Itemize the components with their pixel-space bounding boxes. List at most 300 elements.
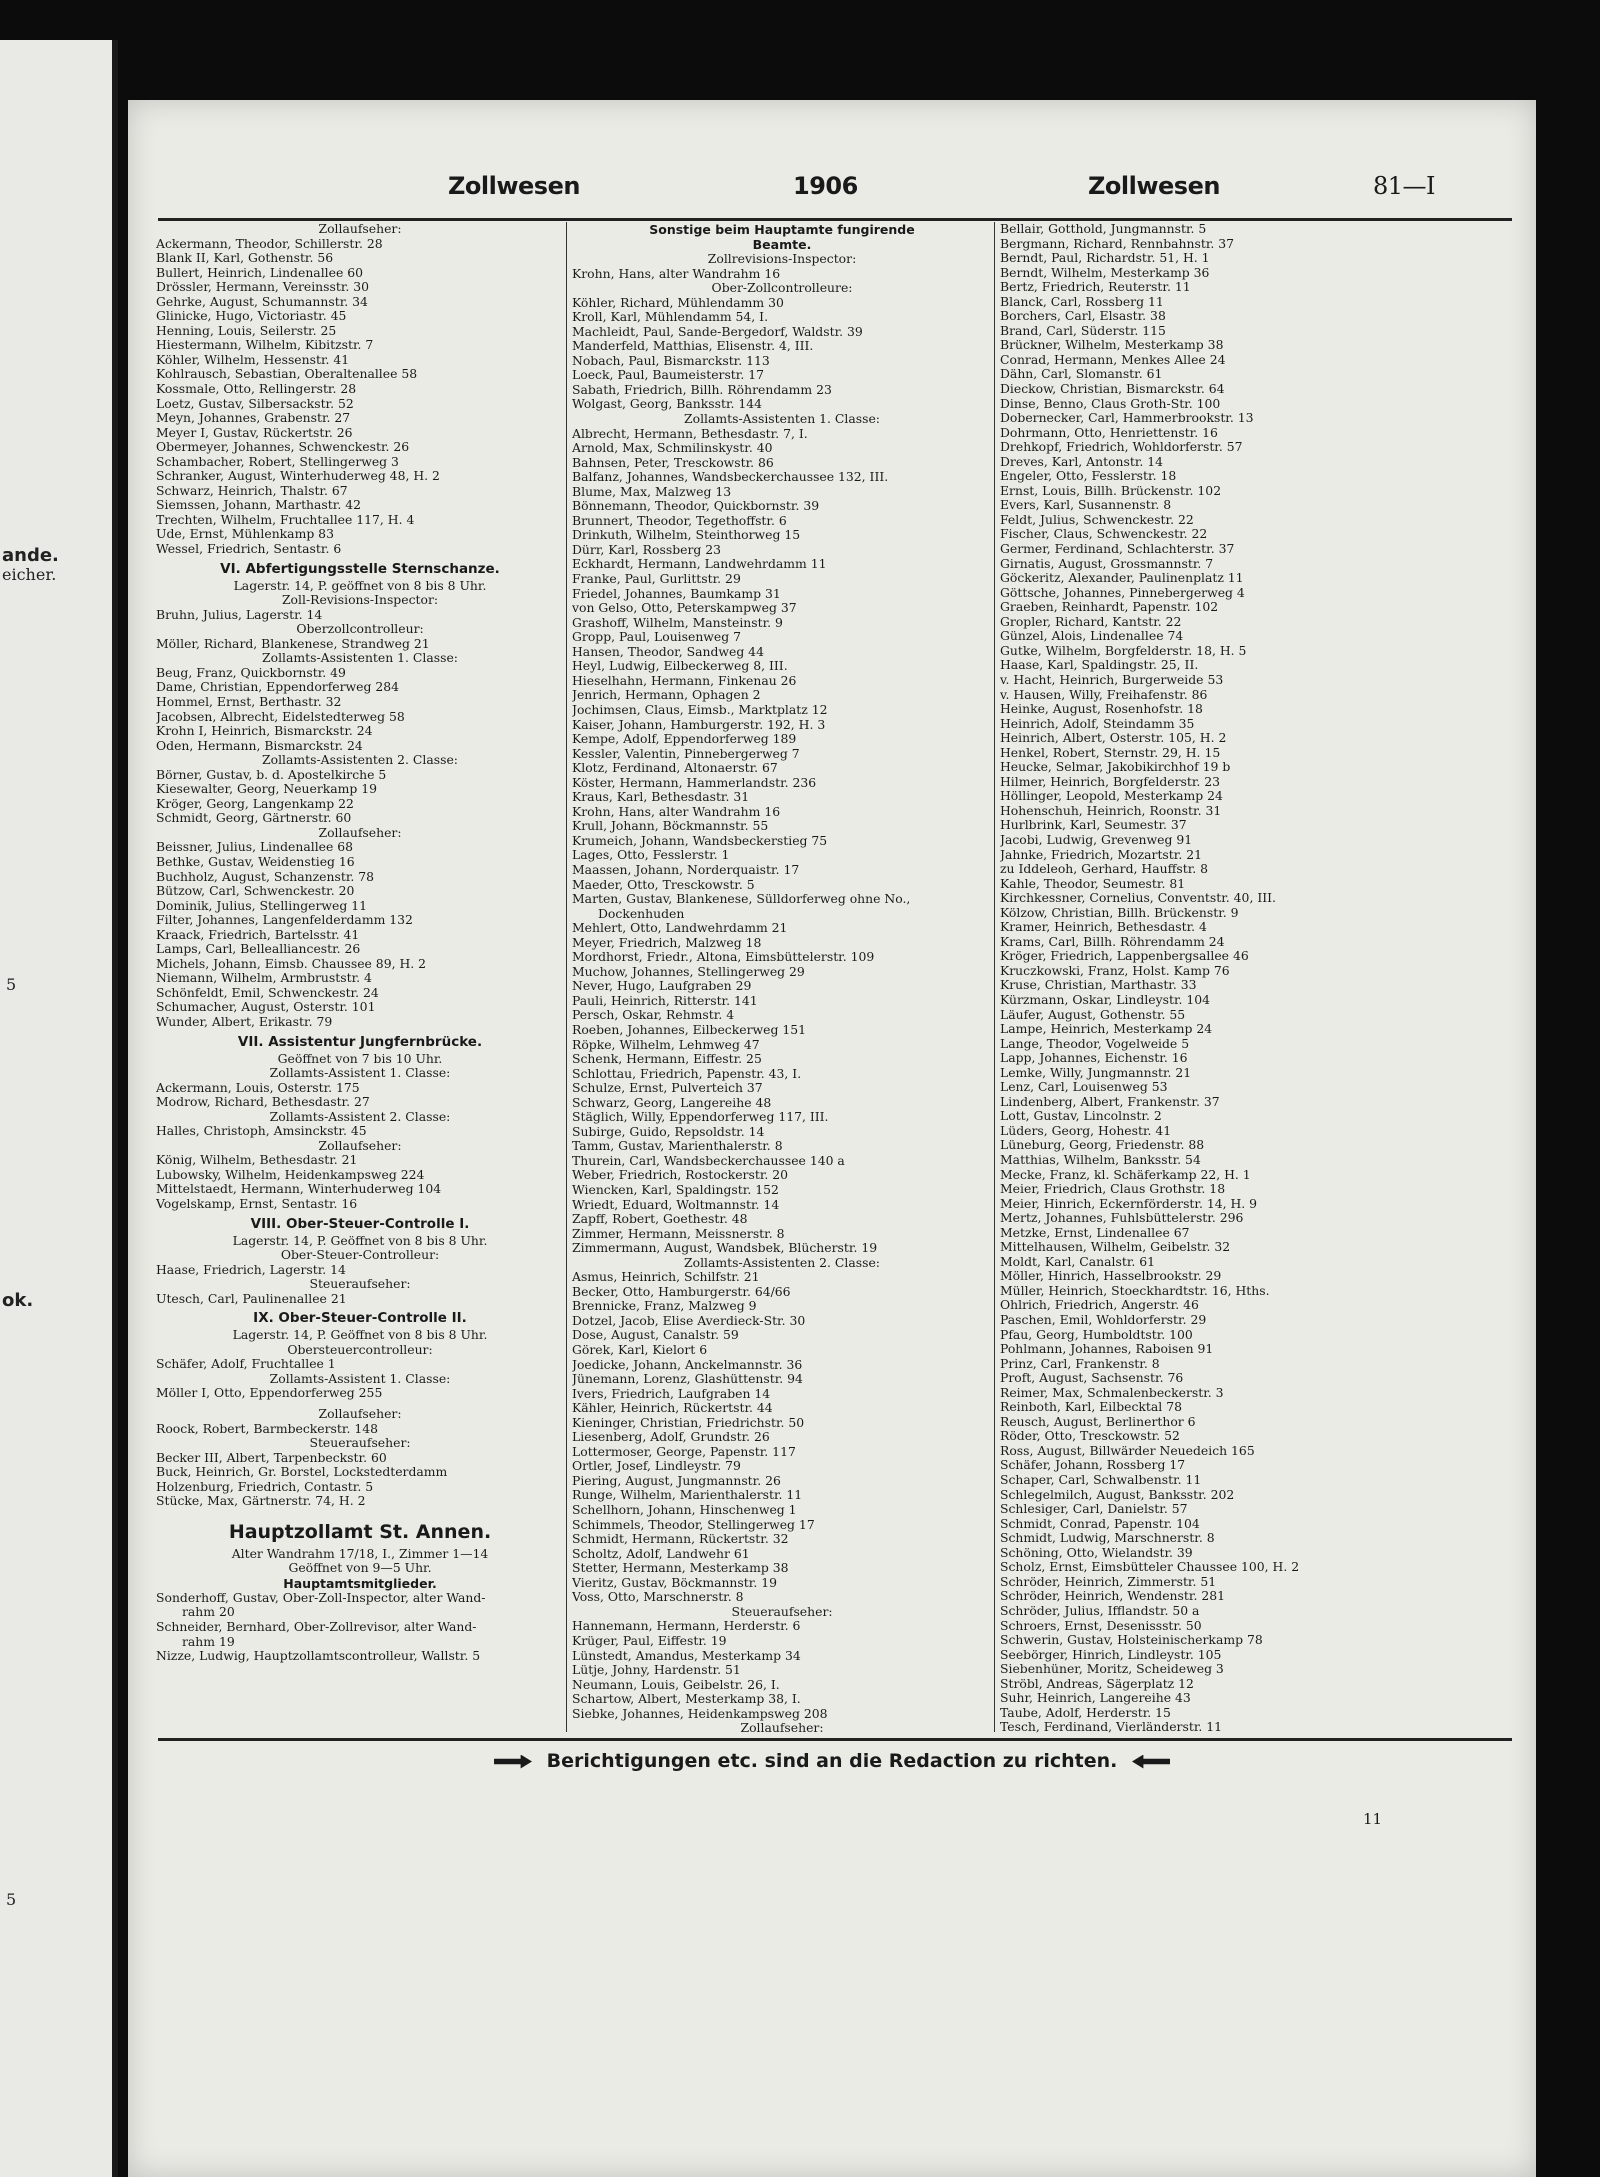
entry: Matthias, Wilhelm, Banksstr. 54 [1000, 1153, 1201, 1167]
entry: Heinrich, Adolf, Steindamm 35 [1000, 716, 1195, 731]
entry: Bönnemann, Theodor, Quickbornstr. 39 [572, 499, 820, 514]
entry: Conrad, Hermann, Menkes Allee 24 [1000, 352, 1226, 367]
entry: Roock, Robert, Barmbeckerstr. 148 [156, 1421, 378, 1436]
entry: Hieselhahn, Hermann, Finkenau 26 [572, 673, 797, 688]
entry: Blume, Max, Malzweg 13 [572, 484, 732, 499]
section-heading: VIII. Ober-Steuer-Controlle I. [250, 1215, 470, 1232]
entry: Buchholz, August, Schanzenstr. 78 [156, 869, 375, 884]
entry: Siebenhüner, Moritz, Scheideweg 3 [1000, 1662, 1224, 1677]
footer-note [128, 1750, 1536, 1772]
entry: Meyer I, Gustav, Rückertstr. 26 [156, 425, 353, 440]
page-number: 11 [1363, 1810, 1383, 1828]
entry: Kruczkowski, Franz, Holst. Kamp 76 [1000, 963, 1230, 978]
entry: Beug, Franz, Quickbornstr. 49 [156, 665, 346, 680]
subheading: Zollaufseher: [740, 1721, 824, 1734]
entry: Wiencken, Karl, Spaldingstr. 152 [572, 1183, 779, 1197]
subheading: Ober-Steuer-Controlleur: [280, 1248, 440, 1263]
entry: Filter, Johannes, Langenfelderdamm 132 [156, 913, 413, 928]
entry: Brückner, Wilhelm, Mesterkamp 38 [1000, 338, 1224, 353]
entry: Schmidt, Ludwig, Marschnerstr. 8 [1000, 1531, 1215, 1546]
entry: Röder, Otto, Tresckowstr. 52 [1000, 1429, 1180, 1444]
entry: Hansen, Theodor, Sandweg 44 [572, 644, 764, 659]
entry: Engeler, Otto, Fesslerstr. 18 [1000, 469, 1177, 484]
entry: Trechten, Wilhelm, Fruchtallee 117, H. 4 [156, 512, 415, 527]
entry: Fischer, Claus, Schwenckestr. 22 [1000, 527, 1208, 542]
entry: Möller, Hinrich, Hasselbrookstr. 29 [1000, 1269, 1222, 1284]
entry: Holzenburg, Friedrich, Contastr. 5 [156, 1479, 374, 1494]
entry: Germer, Ferdinand, Schlachterstr. 37 [1000, 542, 1235, 557]
entry: Gropler, Richard, Kantstr. 22 [1000, 614, 1182, 629]
entry: Arnold, Max, Schmilinskystr. 40 [572, 441, 773, 456]
entry: Liesenberg, Adolf, Grundstr. 26 [572, 1430, 770, 1445]
entry: Lott, Gustav, Lincolnstr. 2 [1000, 1109, 1162, 1124]
entry: Möller I, Otto, Eppendorferweg 255 [156, 1386, 383, 1401]
entry: Schäfer, Johann, Rossberg 17 [1000, 1458, 1186, 1473]
running-head-year: 1906 [793, 172, 858, 200]
entry: Köhler, Richard, Mühlendamm 30 [572, 295, 784, 310]
entry: Kürzmann, Oskar, Lindleystr. 104 [1000, 992, 1211, 1007]
entry: Kiesewalter, Georg, Neuerkamp 19 [156, 782, 378, 797]
subheading: Zollaufseher: [318, 222, 402, 236]
entry: Gropp, Paul, Louisenweg 7 [572, 630, 742, 645]
entry: Dobernecker, Carl, Hammerbrookstr. 13 [1000, 411, 1254, 426]
column-3 [1000, 222, 1420, 1734]
section-heading: VII. Assistentur Jungfernbrücke. [237, 1033, 483, 1050]
entry: Lottermoser, George, Papenstr. 117 [572, 1444, 796, 1459]
adjacent-page-fragment: ok. [2, 1290, 34, 1311]
entry: Göttsche, Johannes, Pinnebergerweg 4 [1000, 585, 1245, 600]
entry: Schroers, Ernst, Desenissstr. 50 [1000, 1618, 1202, 1633]
entry: Schumacher, August, Osterstr. 101 [156, 1000, 376, 1015]
entry: Jahnke, Friedrich, Mozartstr. 21 [1000, 847, 1202, 862]
entry: Sabath, Friedrich, Billh. Röhrendamm 23 [572, 382, 832, 397]
entry: Dieckow, Christian, Bismarckstr. 64 [1000, 382, 1225, 397]
section-heading: Sonstige beim Hauptamte fungirende [649, 222, 915, 237]
entry: Dose, August, Canalstr. 59 [572, 1328, 739, 1343]
entry: Schulze, Ernst, Pulverteich 37 [572, 1081, 763, 1096]
adjacent-page-fragment: eicher. [2, 565, 57, 584]
entry: Henning, Louis, Seilerstr. 25 [156, 323, 337, 338]
entry: Gutke, Wilhelm, Borgfelderstr. 18, H. 5 [1000, 643, 1247, 658]
subheading: Zollaufseher: [318, 1407, 402, 1422]
entry: Proft, August, Sachsenstr. 76 [1000, 1371, 1184, 1386]
entry: Hiestermann, Wilhelm, Kibitzstr. 7 [156, 338, 374, 353]
entry: Müller, Heinrich, Stoeckhardtstr. 16, Hths. [1000, 1283, 1270, 1298]
entry: Berndt, Wilhelm, Mesterkamp 36 [1000, 265, 1210, 280]
entry: Mecke, Franz, kl. Schäferkamp 22, H. 1 [1000, 1167, 1251, 1182]
entry: Kröger, Georg, Langenkamp 22 [156, 796, 354, 811]
entry: Berndt, Paul, Richardstr. 51, H. 1 [1000, 251, 1210, 266]
entry: Prinz, Carl, Frankenstr. 8 [1000, 1356, 1160, 1371]
subheading: Zollamts-Assistenten 2. Classe: [262, 753, 458, 768]
entry: Ackermann, Theodor, Schillerstr. 28 [156, 236, 383, 251]
entry: Kramer, Heinrich, Bethesdastr. 4 [1000, 920, 1207, 935]
entry: Brennicke, Franz, Malzweg 9 [572, 1299, 757, 1314]
entry: Mertz, Johannes, Fuhlsbüttelerstr. 296 [1000, 1211, 1244, 1226]
entry: Weber, Friedrich, Rostockerstr. 20 [572, 1168, 789, 1183]
entry: Kroll, Karl, Mühlendamm 54, I. [572, 310, 769, 325]
entry: Tesch, Ferdinand, Vierländerstr. 11 [1000, 1720, 1223, 1734]
subheading: Zollamts-Assistent 1. Classe: [269, 1066, 451, 1081]
entry: Henkel, Robert, Sternstr. 29, H. 15 [1000, 745, 1221, 760]
entry: Schenk, Hermann, Eiffestr. 25 [572, 1052, 762, 1067]
footer-note-text: Berichtigungen etc. sind an die Redaction zu richten. [546, 1750, 1118, 1772]
section-note: Lagerstr. 14, P. geöffnet von 8 bis 8 Uhr. [233, 578, 487, 593]
subheading: Zoll-Revisions-Inspector: [281, 593, 439, 608]
entry: Moldt, Karl, Canalstr. 61 [1000, 1254, 1156, 1269]
entry: Schäfer, Adolf, Fruchtallee 1 [156, 1357, 336, 1372]
entry: Läufer, August, Gothenstr. 55 [1000, 1007, 1186, 1022]
entry: Hommel, Ernst, Berthastr. 32 [156, 694, 342, 709]
entry: Kossmale, Otto, Rellingerstr. 28 [156, 382, 357, 397]
entry: Kölzow, Christian, Billh. Brückenstr. 9 [1000, 905, 1239, 920]
entry: Blank II, Karl, Gothenstr. 56 [156, 251, 334, 266]
entry: Höllinger, Leopold, Mesterkamp 24 [1000, 789, 1223, 804]
entry: Metzke, Ernst, Lindenallee 67 [1000, 1225, 1190, 1240]
section-note: Geöffnet von 9—5 Uhr. [288, 1561, 432, 1576]
entry: Ströbl, Andreas, Sägerplatz 12 [1000, 1676, 1194, 1691]
entry: Hannemann, Hermann, Herderstr. 6 [572, 1619, 801, 1634]
entry: Wessel, Friedrich, Sentastr. 6 [156, 542, 342, 557]
entry: Brunnert, Theodor, Tegethoffstr. 6 [572, 513, 787, 528]
subheading: Zollrevisions-Inspector: [707, 252, 857, 266]
header-rule [158, 218, 1512, 221]
entry: Lünstedt, Amandus, Mesterkamp 34 [572, 1648, 801, 1663]
entry: Krohn I, Heinrich, Bismarckstr. 24 [156, 724, 373, 739]
entry: Schranker, August, Winterhuderweg 48, H. 2 [156, 469, 440, 484]
entry: Kirchkessner, Cornelius, Conventstr. 40, III. [1000, 891, 1276, 906]
entry: Dürr, Karl, Rossberg 23 [572, 542, 722, 557]
entry: Ackermann, Louis, Osterstr. 175 [156, 1080, 360, 1095]
entry: Köhler, Wilhelm, Hessenstr. 41 [156, 352, 350, 367]
entry: Scholtz, Adolf, Landwehr 61 [572, 1546, 750, 1561]
entry: Tamm, Gustav, Marienthalerstr. 8 [572, 1139, 783, 1154]
entry: Krull, Johann, Böckmannstr. 55 [572, 819, 769, 834]
entry: Heyl, Ludwig, Eilbeckerweg 8, III. [572, 659, 788, 674]
entry: Krohn, Hans, alter Wandrahm 16 [572, 804, 781, 819]
entry-continuation: rahm 20 [182, 1605, 235, 1620]
entry: Dreves, Karl, Antonstr. 14 [1000, 454, 1164, 469]
entry: Pauli, Heinrich, Ritterstr. 141 [572, 993, 758, 1008]
entry: Beissner, Julius, Lindenallee 68 [156, 840, 354, 855]
section-heading: Beamte. [752, 237, 812, 252]
entry: Möller, Richard, Blankenese, Strandweg 21 [156, 636, 430, 651]
entry: Vieritz, Gustav, Böckmannstr. 19 [572, 1575, 777, 1590]
footer-rule [158, 1738, 1512, 1741]
section-heading: VI. Abfertigungsstelle Sternschanze. [220, 560, 500, 577]
entry: Halles, Christoph, Amsinckstr. 45 [156, 1124, 367, 1139]
entry: Persch, Oskar, Rehmstr. 4 [572, 1008, 735, 1023]
pointing-hand-icon [1132, 1755, 1170, 1769]
entry: Dinse, Benno, Claus Groth-Str. 100 [1000, 396, 1221, 411]
entry: Schönfeldt, Emil, Schwenckestr. 24 [156, 985, 379, 1000]
subheading: Zollamts-Assistenten 1. Classe: [262, 651, 458, 666]
subheading: Steueraufseher: [309, 1436, 411, 1451]
entry: Heinke, August, Rosenhofstr. 18 [1000, 702, 1203, 717]
entry: Lages, Otto, Fesslerstr. 1 [572, 848, 730, 863]
entry: Ude, Ernst, Mühlenkamp 83 [156, 527, 334, 542]
entry: Heinrich, Albert, Osterstr. 105, H. 2 [1000, 731, 1227, 746]
entry: Lamps, Carl, Bellealliancestr. 26 [156, 942, 361, 957]
entry: Loeck, Paul, Baumeisterstr. 17 [572, 368, 764, 383]
entry: Ortler, Josef, Lindleystr. 79 [572, 1459, 741, 1474]
entry: Göckeritz, Alexander, Paulinenplatz 11 [1000, 571, 1244, 586]
entry: Bertz, Friedrich, Reuterstr. 11 [1000, 280, 1191, 295]
entry: Blanck, Carl, Rossberg 11 [1000, 294, 1164, 309]
entry: Graeben, Reinhardt, Papenstr. 102 [1000, 600, 1219, 615]
entry: Mittelstaedt, Hermann, Winterhuderweg 104 [156, 1182, 442, 1197]
entry: Günzel, Alois, Lindenallee 74 [1000, 629, 1184, 644]
subheading: Zollamts-Assistenten 1. Classe: [684, 412, 880, 427]
entry: Loetz, Gustav, Silbersackstr. 52 [156, 396, 354, 411]
running-head-right: Zollwesen [1088, 172, 1220, 200]
entry: Schimmels, Theodor, Stellingerweg 17 [572, 1517, 815, 1532]
entry: Kahle, Theodor, Seumestr. 81 [1000, 876, 1186, 891]
entry: Lange, Theodor, Vogelweide 5 [1000, 1036, 1190, 1051]
entry: Klotz, Ferdinand, Altonaerstr. 67 [572, 761, 778, 776]
section-heading: Hauptamtsmitglieder. [283, 1575, 437, 1591]
entry: Obermeyer, Johannes, Schwenckestr. 26 [156, 440, 410, 455]
section-note: Geöffnet von 7 bis 10 Uhr. [277, 1051, 443, 1066]
entry: Hurlbrink, Karl, Seumestr. 37 [1000, 818, 1187, 833]
entry: Jenrich, Hermann, Ophagen 2 [572, 688, 761, 703]
entry: Schmidt, Georg, Gärtnerstr. 60 [156, 811, 352, 826]
entry: Dame, Christian, Eppendorferweg 284 [156, 680, 400, 695]
entry: Röpke, Wilhelm, Lehmweg 47 [572, 1037, 760, 1052]
entry: Manderfeld, Matthias, Elisenstr. 4, III. [572, 339, 814, 354]
entry: Feldt, Julius, Schwenckestr. 22 [1000, 512, 1194, 527]
entry: Stäglich, Willy, Eppendorferweg 117, III. [572, 1110, 829, 1125]
entry: Schröder, Julius, Ifflandstr. 50 a [1000, 1603, 1200, 1618]
entry: zu Iddeleoh, Gerhard, Hauffstr. 8 [1000, 862, 1209, 877]
subheading: Ober-Zollcontrolleure: [711, 281, 853, 296]
entry: Zimmer, Hermann, Meissnerstr. 8 [572, 1226, 785, 1241]
entry: Mordhorst, Friedr., Altona, Eimsbüttelerstr. 109 [572, 950, 875, 965]
entry: Drehkopf, Friedrich, Wohldorferstr. 57 [1000, 440, 1243, 455]
entry: Jochimsen, Claus, Eimsb., Marktplatz 12 [572, 702, 828, 717]
entry: Lütje, Johny, Hardenstr. 51 [572, 1663, 741, 1678]
subheading: Zollaufseher: [318, 1138, 402, 1153]
entry: Nizze, Ludwig, Hauptzollamtscontrolleur, Wallstr. 5 [156, 1649, 481, 1664]
entry: Drinkuth, Wilhelm, Steinthorweg 15 [572, 528, 801, 543]
subheading: Zollamts-Assistent 1. Classe: [269, 1371, 451, 1386]
entry: Mehlert, Otto, Landwehrdamm 21 [572, 921, 788, 936]
entry: Reusch, August, Berlinerthor 6 [1000, 1414, 1196, 1429]
entry: Borchers, Carl, Elsastr. 38 [1000, 309, 1166, 324]
entry: Gehrke, August, Schumannstr. 34 [156, 294, 368, 309]
column-1 [156, 222, 564, 1734]
entry: Kraus, Karl, Bethesdastr. 31 [572, 790, 750, 805]
entry: Hohenschuh, Heinrich, Roonstr. 31 [1000, 803, 1222, 818]
entry: Jünemann, Lorenz, Glashüttenstr. 94 [572, 1372, 803, 1387]
entry: Asmus, Heinrich, Schilfstr. 21 [572, 1270, 760, 1285]
entry: Becker, Otto, Hamburgerstr. 64/66 [572, 1284, 791, 1299]
adjacent-page-fragment: 5 [6, 1890, 17, 1909]
entry: Roeben, Johannes, Eilbeckerweg 151 [572, 1022, 806, 1037]
entry: Thurein, Carl, Wandsbeckerchaussee 140 a [572, 1153, 845, 1168]
entry: Buck, Heinrich, Gr. Borstel, Lockstedterdamm [156, 1465, 448, 1480]
entry: Schlesiger, Carl, Danielstr. 57 [1000, 1502, 1188, 1517]
section-note: Alter Wandrahm 17/18, I., Zimmer 1—14 [231, 1546, 489, 1561]
subheading: Steueraufseher: [731, 1604, 833, 1619]
entry: Bützow, Carl, Schwenckestr. 20 [156, 884, 355, 899]
entry: Schlottau, Friedrich, Papenstr. 43, I. [572, 1066, 802, 1081]
entry: Siemssen, Johann, Marthastr. 42 [156, 498, 361, 513]
running-head-page: 81—I [1373, 172, 1436, 200]
entry: Lenz, Carl, Louisenweg 53 [1000, 1080, 1168, 1095]
entry: Schwarz, Georg, Langereihe 48 [572, 1095, 772, 1110]
entry: Stetter, Hermann, Mesterkamp 38 [572, 1561, 789, 1576]
running-head-left: Zollwesen [448, 172, 580, 200]
entry: Seebörger, Hinrich, Lindleystr. 105 [1000, 1647, 1222, 1662]
entry: Sonderhoff, Gustav, Ober-Zoll-Inspector, alter Wand- [156, 1590, 486, 1605]
entry: Albrecht, Hermann, Bethesdastr. 7, I. [572, 426, 808, 441]
entry: Ivers, Friedrich, Laufgraben 14 [572, 1386, 771, 1401]
entry: Bruhn, Julius, Lagerstr. 14 [156, 607, 323, 622]
entry: Joedicke, Johann, Anckelmannstr. 36 [572, 1357, 803, 1372]
entry: Schwarz, Heinrich, Thalstr. 67 [156, 483, 348, 498]
entry: Meier, Hinrich, Eckernförderstr. 14, H. 9 [1000, 1196, 1258, 1211]
entry: Niemann, Wilhelm, Armbruststr. 4 [156, 971, 372, 986]
entry: Kessler, Valentin, Pinnebergerweg 7 [572, 746, 800, 761]
entry: Lüneburg, Georg, Friedenstr. 88 [1000, 1138, 1205, 1153]
subheading: Zollaufseher: [318, 825, 402, 840]
adjacent-page-fragment: ande. [2, 545, 59, 566]
subheading: Steueraufseher: [309, 1277, 411, 1292]
entry: Voss, Otto, Marschnerstr. 8 [572, 1590, 744, 1605]
entry: Schröder, Heinrich, Wendenstr. 281 [1000, 1589, 1225, 1604]
column-2 [572, 222, 992, 1734]
entry: Dähn, Carl, Slomanstr. 61 [1000, 367, 1163, 382]
column-divider [566, 222, 567, 1732]
entry: Meyer, Friedrich, Malzweg 18 [572, 935, 762, 950]
entry: Modrow, Richard, Bethesdastr. 27 [156, 1095, 370, 1110]
entry: Krams, Carl, Billh. Röhrendamm 24 [1000, 934, 1225, 949]
entry: Utesch, Carl, Paulinenallee 21 [156, 1291, 347, 1306]
subheading: Oberzollcontrolleur: [296, 622, 424, 637]
entry: Schartow, Albert, Mesterkamp 38, I. [572, 1692, 801, 1707]
entry: Jacobsen, Albrecht, Eidelstedterweg 58 [156, 709, 405, 724]
entry: Balfanz, Johannes, Wandsbeckerchaussee 132, III. [572, 470, 889, 485]
section-note: Lagerstr. 14, P. Geöffnet von 8 bis 8 Uhr. [232, 1328, 488, 1343]
entry: Kaiser, Johann, Hamburgerstr. 192, H. 3 [572, 717, 826, 732]
entry: Ross, August, Billwärder Neuedeich 165 [1000, 1443, 1255, 1458]
entry: Never, Hugo, Laufgraben 29 [572, 979, 752, 994]
adjacent-page-edge [0, 40, 118, 2177]
entry: Lindenberg, Albert, Frankenstr. 37 [1000, 1094, 1220, 1109]
entry: Schlegelmilch, August, Banksstr. 202 [1000, 1487, 1235, 1502]
entry: Wunder, Albert, Erikastr. 79 [156, 1014, 333, 1029]
entry: Dotzel, Jacob, Elise Averdieck-Str. 30 [572, 1313, 806, 1328]
entry: Haase, Friedrich, Lagerstr. 14 [156, 1262, 346, 1277]
entry: v. Hausen, Willy, Freihafenstr. 86 [1000, 687, 1208, 702]
entry: Reinboth, Karl, Eilbecktal 78 [1000, 1400, 1182, 1415]
entry: v. Hacht, Heinrich, Burgerweide 53 [1000, 672, 1224, 687]
section-note: Lagerstr. 14, P. Geöffnet von 8 bis 8 Uhr. [232, 1233, 488, 1248]
entry: Muchow, Johannes, Stellingerweg 29 [572, 964, 805, 979]
entry: Wriedt, Eduard, Woltmannstr. 14 [572, 1197, 780, 1212]
entry: Lampe, Heinrich, Mesterkamp 24 [1000, 1022, 1213, 1037]
subheading: Zollamts-Assistenten 2. Classe: [684, 1255, 880, 1270]
entry: Jacobi, Ludwig, Grevenweg 91 [1000, 832, 1193, 847]
entry: Taube, Adolf, Herderstr. 15 [1000, 1705, 1171, 1720]
entry: Zimmermann, August, Wandsbek, Blücherstr. 19 [572, 1241, 878, 1256]
entry: Schröder, Heinrich, Zimmerstr. 51 [1000, 1574, 1217, 1589]
entry: Eckhardt, Hermann, Landwehrdamm 11 [572, 557, 827, 572]
entry: Schaper, Carl, Schwalbenstr. 11 [1000, 1473, 1202, 1488]
entry: Nobach, Paul, Bismarckstr. 113 [572, 353, 770, 368]
entry: Lemke, Willy, Jungmannstr. 21 [1000, 1065, 1192, 1080]
entry: Suhr, Heinrich, Langereihe 43 [1000, 1691, 1191, 1706]
directory-page [128, 100, 1536, 2177]
entry: Börner, Gustav, b. d. Apostelkirche 5 [156, 767, 387, 782]
entry: Kempe, Adolf, Eppendorferweg 189 [572, 732, 797, 747]
entry: Görek, Karl, Kielort 6 [572, 1343, 708, 1358]
entry: Bethke, Gustav, Weidenstieg 16 [156, 854, 355, 869]
entry: Kähler, Heinrich, Rückertstr. 44 [572, 1401, 773, 1416]
entry: Friedel, Johannes, Baumkamp 31 [572, 586, 781, 601]
entry: Pohlmann, Johannes, Raboisen 91 [1000, 1342, 1214, 1357]
entry: Grashoff, Wilhelm, Mansteinstr. 9 [572, 615, 783, 630]
entry: Kröger, Friedrich, Lappenbergsallee 46 [1000, 949, 1249, 964]
section-heading: IX. Ober-Steuer-Controlle II. [253, 1310, 467, 1327]
entry: Dohrmann, Otto, Henriettenstr. 16 [1000, 425, 1218, 440]
entry: Maeder, Otto, Tresckowstr. 5 [572, 877, 755, 892]
entry: Becker III, Albert, Tarpenbeckstr. 60 [156, 1450, 387, 1465]
entry: Köster, Hermann, Hammerlandstr. 236 [572, 775, 817, 790]
entry: Brand, Carl, Süderstr. 115 [1000, 323, 1166, 338]
office-heading: Hauptzollamt St. Annen. [228, 1520, 492, 1543]
entry: Heucke, Selmar, Jakobikirchhof 19 b [1000, 760, 1231, 775]
entry: Franke, Paul, Gurlittstr. 29 [572, 572, 741, 587]
entry: Marten, Gustav, Blankenese, Sülldorferweg ohne No., [572, 892, 911, 907]
entry: Dominik, Julius, Stellingerweg 11 [156, 898, 367, 913]
entry: Maassen, Johann, Norderquaistr. 17 [572, 862, 800, 877]
subheading: Obersteuercontrolleur: [287, 1342, 433, 1357]
entry: Bullert, Heinrich, Lindenallee 60 [156, 265, 363, 280]
entry: Glinicke, Hugo, Victoriastr. 45 [156, 309, 347, 324]
entry: Lubowsky, Wilhelm, Heidenkampsweg 224 [156, 1167, 425, 1182]
subheading: Zollamts-Assistent 2. Classe: [269, 1109, 451, 1124]
entry: Stücke, Max, Gärtnerstr. 74, H. 2 [156, 1494, 366, 1509]
entry: Krumeich, Johann, Wandsbeckerstieg 75 [572, 833, 828, 848]
entry: Paschen, Emil, Wohldorferstr. 29 [1000, 1313, 1207, 1328]
entry: Lüders, Georg, Hohestr. 41 [1000, 1123, 1172, 1138]
entry: Schneider, Bernhard, Ober-Zollrevisor, alter Wand- [156, 1620, 477, 1635]
adjacent-page-fragment: 5 [6, 975, 17, 994]
entry: Mittelhausen, Wilhelm, Geibelstr. 32 [1000, 1240, 1231, 1255]
running-head [128, 172, 1536, 212]
entry: Ernst, Louis, Billh. Brückenstr. 102 [1000, 483, 1222, 498]
entry: Bellair, Gotthold, Jungmannstr. 5 [1000, 222, 1207, 236]
entry: Wolgast, Georg, Banksstr. 144 [572, 397, 763, 412]
entry: Kraack, Friedrich, Bartelsstr. 41 [156, 927, 360, 942]
entry-continuation: Dockenhuden [598, 906, 685, 921]
entry: Subirge, Guido, Repsoldstr. 14 [572, 1124, 765, 1139]
entry: Scholz, Ernst, Eimsbütteler Chaussee 100, H. 2 [1000, 1560, 1300, 1575]
entry: Bahnsen, Peter, Tresckowstr. 86 [572, 455, 774, 470]
entry: Michels, Johann, Eimsb. Chaussee 89, H. 2 [156, 956, 427, 971]
entry: Piering, August, Jungmannstr. 26 [572, 1473, 781, 1488]
entry: Kieninger, Christian, Friedrichstr. 50 [572, 1415, 805, 1430]
entry: Pfau, Georg, Humboldtstr. 100 [1000, 1327, 1193, 1342]
entry: Girnatis, August, Grossmannstr. 7 [1000, 556, 1214, 571]
entry: Hilmer, Heinrich, Borgfelderstr. 23 [1000, 774, 1221, 789]
entry: Vogelskamp, Ernst, Sentastr. 16 [156, 1197, 358, 1211]
entry: von Gelso, Otto, Peterskampweg 37 [572, 601, 797, 616]
entry: Runge, Wilhelm, Marienthalerstr. 11 [572, 1488, 803, 1503]
entry: Krüger, Paul, Eiffestr. 19 [572, 1633, 727, 1648]
